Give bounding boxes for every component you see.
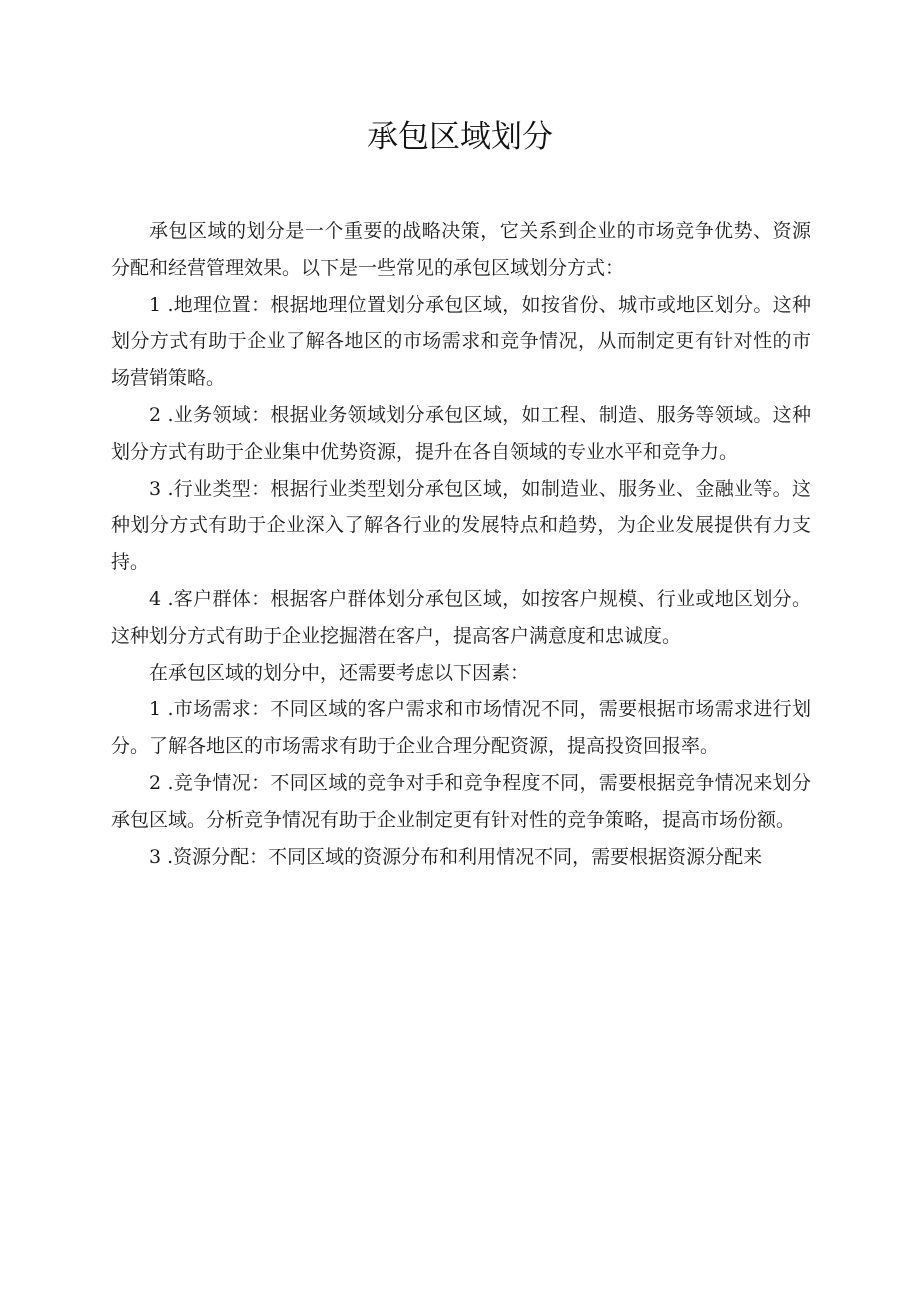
paragraph-intro: 承包区域的划分是一个重要的战略决策，它关系到企业的市场竞争优势、资源分配和经营管理效果。以下是一些常见的承包区域划分方式： <box>111 220 811 279</box>
paragraph-customer-group: 4 .客户群体：根据客户群体划分承包区域，如按客户规模、行业或地区划分。这种划分方式有助于企业挖掘潜在客户，提高客户满意度和忠诚度。 <box>111 587 811 647</box>
paragraph-market-demand: 1 .市场需求：不同区域的客户需求和市场情况不同，需要根据市场需求进行划分。了解各地区的市场需求有助于企业合理分配资源，提高投资回报率。 <box>111 698 811 758</box>
paragraph-geographic-location: 1 .地理位置：根据地理位置划分承包区域，如按省份、城市或地区划分。这种划分方式有助于企业了解各地区的市场需求和竞争情况，从而制定更有针对性的市场营销策略。 <box>111 293 811 390</box>
paragraph-resource-allocation: 3 .资源分配：不同区域的资源分布和利用情况不同，需要根据资源分配来 <box>149 845 763 868</box>
paragraph-business-field: 2 .业务领域：根据业务领域划分承包区域，如工程、制造、服务等领域。这种划分方式有助于企业集中优势资源，提升在各自领域的专业水平和竞争力。 <box>111 403 811 463</box>
document-title: 承包区域划分 <box>367 119 553 155</box>
paragraph-industry-type: 3 .行业类型：根据行业类型划分承包区域，如制造业、服务业、金融业等。这种划分方式有助于企业深入了解各行业的发展特点和趋势，为企业发展提供有力支持。 <box>111 477 811 574</box>
paragraph-factors-intro: 在承包区域的划分中，还需要考虑以下因素： <box>149 661 530 684</box>
document-body <box>111 213 811 875</box>
paragraph-competition: 2 .竞争情况：不同区域的竞争对手和竞争程度不同，需要根据竞争情况来划分承包区域。分析竞争情况有助于企业制定更有针对性的竞争策略，提高市场份额。 <box>111 771 811 831</box>
